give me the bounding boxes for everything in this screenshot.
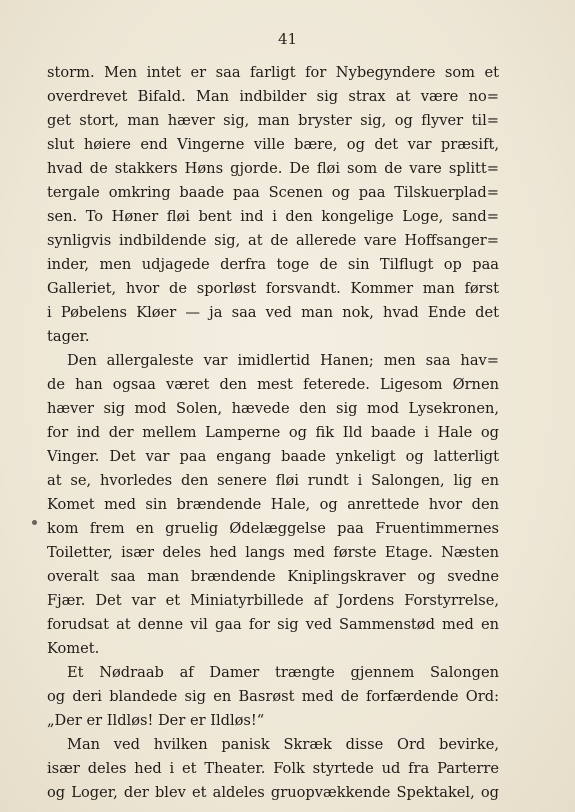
page-number: 41 [277,30,298,48]
text-line: hæver sig mod Solen, hævede den sig mod Lysekronen, [47,400,499,417]
text-line: tergale omkring baade paa Scenen og paa Tilskuerplad= [47,184,499,201]
text-line: overdrevet Bifald. Man indbilder sig strax at være no= [47,88,499,105]
margin-mark [32,520,37,525]
text-line: forudsat at denne vil gaa for sig ved Sammenstød med en [47,616,499,633]
text-line: tager. [47,328,90,345]
text-line: „Der er Ildløs! Der er Ildløs!“ [47,712,265,729]
text-line: i Pøbelens Kløer — ja saa ved man nok, hvad Ende det [47,304,499,321]
text-line: hvad de stakkers Høns gjorde. De fløi som de vare splitt= [47,160,499,177]
text-line: synligvis indbildende sig, at de allerede vare Hoffsanger= [47,232,499,249]
text-line: Et Nødraab af Damer trængte gjennem Salongen [67,664,499,681]
text-line: især deles hed i et Theater. Folk styrtede ud fra Parterre [47,760,499,777]
text-line: storm. Men intet er saa farligt for Nybegyndere som et [47,64,499,81]
text-line: overalt saa man brændende Kniplingskraver og svedne [47,568,499,585]
text-line: Den allergaleste var imidlertid Hanen; men saa hav= [67,352,499,369]
text-line: Galleriet, hvor de sporløst forsvandt. Kommer man først [47,280,499,297]
text-line: Man ved hvilken panisk Skræk disse Ord bevirke, [67,736,499,753]
text-line: inder, men udjagede derfra toge de sin Tilflugt op paa [47,256,499,273]
text-line: Komet med sin brændende Hale, og anrettede hvor den [47,496,499,513]
text-line: at se, hvorledes den senere fløi rundt i Salongen, lig en [47,472,499,489]
text-line: for ind der mellem Lamperne og fik Ild baade i Hale og [47,424,499,441]
text-line: slut høiere end Vingerne ville bære, og det var præsift, [47,136,499,153]
text-line: Komet. [47,640,100,657]
text-line: Toiletter, især deles hed langs med første Etage. Næsten [47,544,499,561]
text-line: kom frem en gruelig Ødelæggelse paa Fruentimmernes [47,520,499,537]
text-line: og deri blandede sig en Basrøst med de forfærdende Ord: [47,688,499,705]
text-line: og Loger, der blev et aldeles gruopvækkende Spektakel, og [47,784,499,801]
text-line: Fjær. Det var et Miniatyrbillede af Jordens Forstyrrelse, [47,592,499,609]
text-line: get stort, man hæver sig, man bryster sig, og flyver til= [47,112,499,129]
text-line: de han ogsaa været den mest feterede. Ligesom Ørnen [47,376,499,393]
text-line: Vinger. Det var paa engang baade ynkeligt og latterligt [47,448,499,465]
text-line: sen. To Høner fløi bent ind i den kongelige Loge, sand= [47,208,499,225]
body-text [47,61,499,805]
